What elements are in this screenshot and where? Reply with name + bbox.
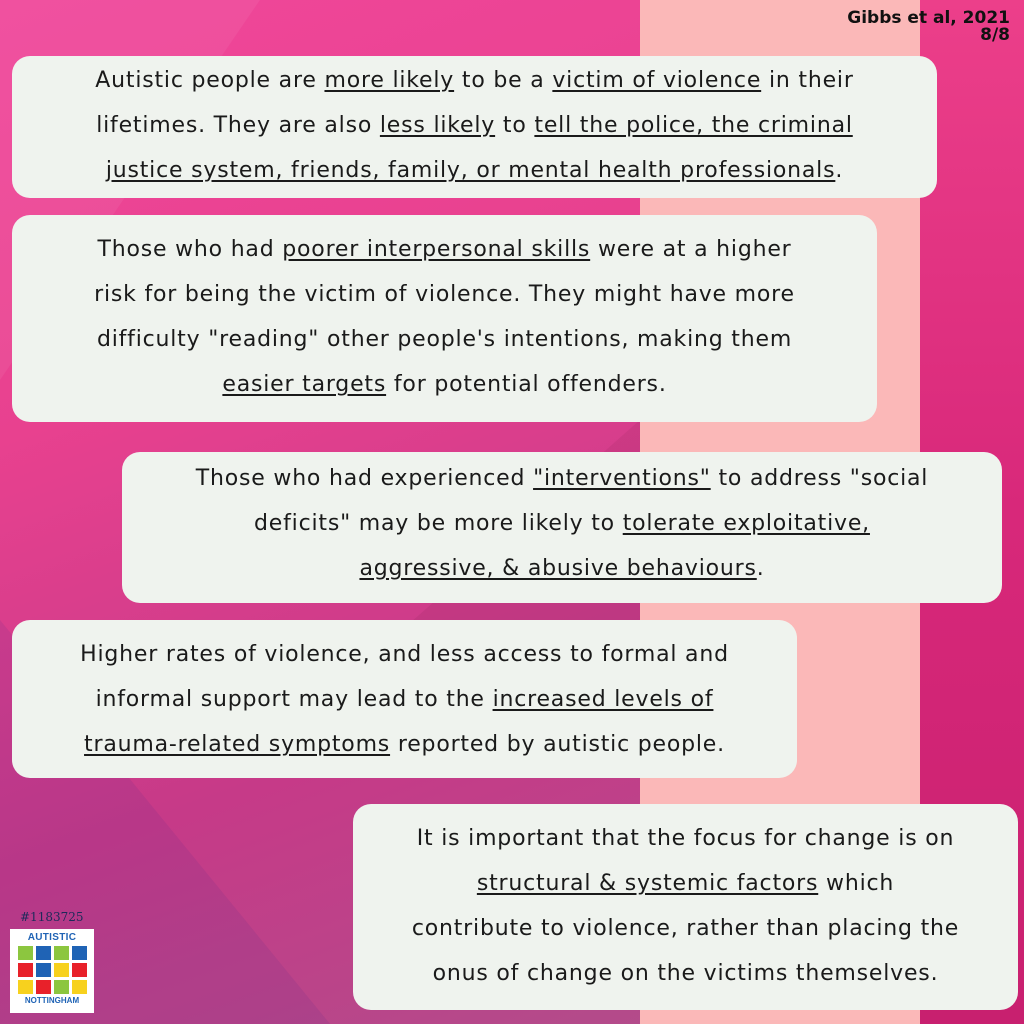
- logo-square: [36, 980, 51, 994]
- card-line: [30, 227, 859, 272]
- card-text: Those who had experienced: [195, 466, 534, 491]
- charity-number: #1183725: [20, 910, 84, 924]
- card-text: for potential offenders.: [386, 372, 667, 397]
- card-text: onus of change on the victims themselves.: [432, 961, 939, 986]
- card-text: to: [495, 113, 535, 138]
- info-card-victimization: [12, 56, 937, 198]
- autistic-nottingham-logo: [10, 929, 94, 1013]
- emphasized-text: easier targets: [222, 372, 387, 397]
- info-card-structural-change: [353, 804, 1018, 1010]
- card-line: [363, 816, 1008, 861]
- card-text: Higher rates of violence, and less access to formal and: [80, 642, 729, 667]
- card-text: Those who had: [97, 237, 283, 262]
- card-line: [22, 103, 927, 148]
- card-line: [24, 722, 785, 767]
- logo-text-bottom: NOTTINGHAM: [24, 996, 80, 1005]
- emphasized-text: tolerate exploitative,: [622, 511, 870, 536]
- card-text: contribute to violence, rather than placing the: [411, 916, 960, 941]
- emphasized-text: increased levels of: [492, 687, 714, 712]
- logo-square: [54, 963, 69, 977]
- logo-square: [18, 980, 33, 994]
- emphasized-text: "interventions": [533, 466, 711, 491]
- card-text: to address "social: [710, 466, 929, 491]
- emphasized-text: aggressive, & abusive behaviours: [359, 556, 757, 581]
- card-text: deficits" may be more likely to: [254, 511, 623, 536]
- card-line: [363, 951, 1008, 996]
- emphasized-text: tell the police, the criminal: [534, 113, 853, 138]
- card-line: [24, 677, 785, 722]
- logo-square: [18, 946, 33, 960]
- citation-author: Gibbs et al, 2021: [847, 8, 1010, 28]
- card-text: lifetimes. They are also: [96, 113, 380, 138]
- card-text: reported by autistic people.: [390, 732, 725, 757]
- info-card-trauma: [12, 620, 797, 778]
- logo-square: [18, 963, 33, 977]
- emphasized-text: less likely: [379, 113, 496, 138]
- logo-square: [72, 980, 87, 994]
- card-text: were at a higher: [590, 237, 792, 262]
- logo-square: [36, 946, 51, 960]
- citation: [847, 10, 1010, 44]
- logo-square: [72, 946, 87, 960]
- emphasized-text: victim of violence: [552, 68, 762, 93]
- card-text: It is important that the focus for change is on: [416, 826, 955, 851]
- card-text: difficulty "reading" other people's intentions, making them: [96, 327, 793, 352]
- logo-square: [54, 980, 69, 994]
- card-text: .: [756, 556, 765, 581]
- emphasized-text: more likely: [324, 68, 455, 93]
- card-text: in their: [761, 68, 854, 93]
- card-line: [136, 546, 988, 591]
- emphasized-text: trauma-related symptoms: [84, 732, 391, 757]
- logo-grid: [16, 946, 88, 994]
- card-text: which: [818, 871, 895, 896]
- card-line: [24, 632, 785, 677]
- card-text: to be a: [454, 68, 553, 93]
- card-text: informal support may lead to the: [95, 687, 493, 712]
- emphasized-text: poorer interpersonal skills: [282, 237, 591, 262]
- card-text: risk for being the victim of violence. They might have more: [94, 282, 795, 307]
- logo-square: [72, 963, 87, 977]
- card-line: [22, 58, 927, 103]
- logo-text-top: AUTISTIC: [27, 932, 77, 943]
- logo-square: [36, 963, 51, 977]
- page-indicator: 8/8: [980, 25, 1010, 45]
- card-line: [22, 148, 927, 193]
- card-line: [30, 317, 859, 362]
- logo-square: [54, 946, 69, 960]
- emphasized-text: justice system, friends, family, or mental health professionals: [105, 158, 836, 183]
- card-text: Autistic people are: [95, 68, 325, 93]
- card-line: [363, 861, 1008, 906]
- card-line: [363, 906, 1008, 951]
- emphasized-text: structural & systemic factors: [476, 871, 819, 896]
- info-card-interpersonal-skills: [12, 215, 877, 422]
- card-line: [30, 362, 859, 407]
- card-line: [30, 272, 859, 317]
- card-line: [136, 456, 988, 501]
- card-line: [136, 501, 988, 546]
- info-card-interventions: [122, 452, 1002, 603]
- card-text: .: [835, 158, 844, 183]
